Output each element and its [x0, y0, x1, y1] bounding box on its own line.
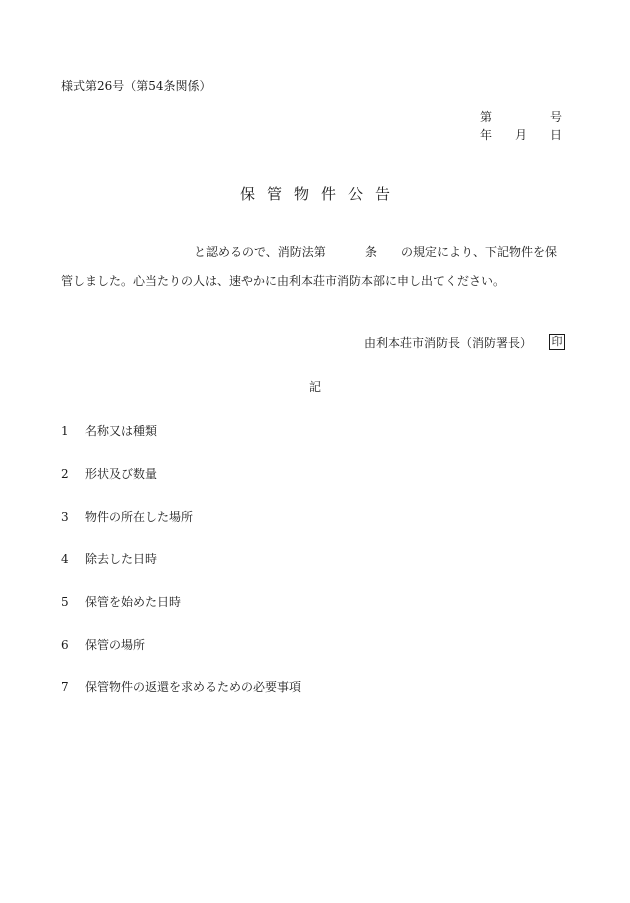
list-item	[61, 681, 301, 693]
list-item	[61, 425, 157, 437]
title-char: 告	[375, 185, 391, 203]
item-number: 4	[61, 552, 69, 566]
ki-heading: 記	[309, 380, 322, 394]
date-year: 年	[480, 128, 493, 142]
item-number: 3	[61, 510, 69, 524]
list-item	[61, 553, 157, 565]
body-line-2: 管しました。心当たりの人は、速やかに由利本荘市消防本部に申し出てください。	[61, 274, 506, 288]
item-text: 物件の所在した場所	[85, 510, 194, 524]
body-line-1	[61, 246, 563, 260]
title-char: 管	[266, 185, 282, 203]
item-text: 形状及び数量	[85, 467, 158, 481]
number-prefix: 第	[480, 110, 493, 124]
item-text: 保管物件の返還を求めるための必要事項	[85, 680, 302, 694]
item-text: 名称又は種類	[85, 424, 158, 438]
item-number: 2	[61, 467, 69, 481]
body-part-1: と認めるので、消防法第	[194, 245, 326, 259]
item-text: 保管の場所	[85, 638, 146, 652]
title-char: 件	[321, 185, 337, 203]
item-number: 1	[61, 424, 69, 438]
page-title	[0, 187, 630, 202]
item-number: 7	[61, 680, 69, 694]
seal-mark: 印	[549, 334, 565, 350]
signature: 由利本荘市消防長（消防署長）	[364, 336, 533, 350]
item-number: 6	[61, 638, 69, 652]
form-number: 様式第26号（第54条関係）	[61, 79, 212, 93]
list-item	[61, 511, 193, 523]
item-text: 保管を始めた日時	[85, 595, 182, 609]
body-part-2: 条	[365, 245, 378, 259]
body-part-3: の規定により、下記物件を保	[401, 245, 558, 259]
title-char: 保	[239, 185, 255, 203]
title-char: 公	[348, 185, 364, 203]
list-item	[61, 468, 157, 480]
item-number: 5	[61, 595, 69, 609]
list-item	[61, 639, 145, 651]
list-item	[61, 596, 181, 608]
item-text: 除去した日時	[85, 552, 158, 566]
date-month: 月	[515, 128, 528, 142]
number-suffix: 号	[550, 110, 563, 124]
title-char: 物	[293, 185, 309, 203]
date-day: 日	[550, 128, 563, 142]
